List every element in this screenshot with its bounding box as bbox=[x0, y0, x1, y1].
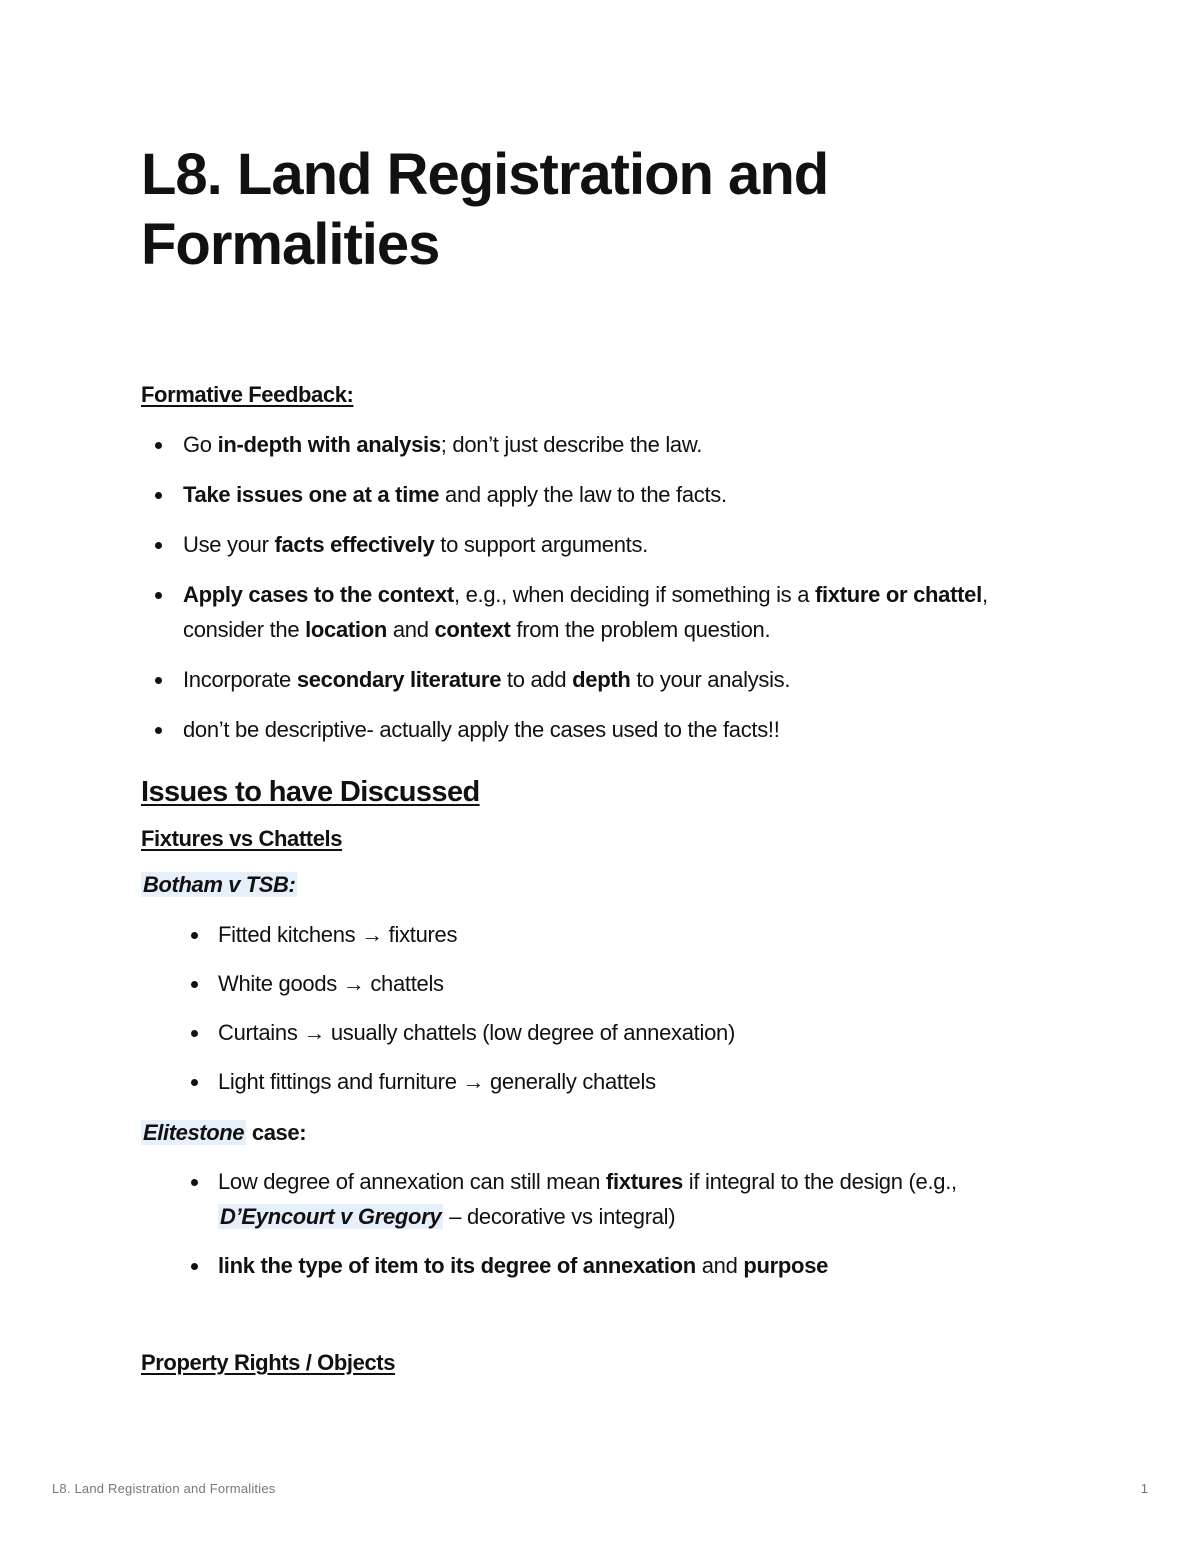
list-item bbox=[141, 427, 1041, 462]
emphasis-text: depth bbox=[572, 667, 631, 692]
botham-case-name: Botham v TSB: bbox=[143, 872, 296, 897]
emphasis-text: location bbox=[305, 617, 388, 642]
list-item bbox=[141, 527, 1041, 562]
list-item bbox=[176, 1164, 1056, 1234]
list-item-text: White goods → chattels bbox=[218, 971, 444, 996]
botham-list bbox=[176, 917, 1056, 1113]
body-text: and bbox=[387, 617, 435, 642]
list-item bbox=[176, 966, 1056, 1001]
body-text: Use your bbox=[183, 532, 275, 557]
botham-case-label bbox=[141, 870, 297, 900]
emphasis-text: Take issues one at a time bbox=[183, 482, 440, 507]
footer-page-number: 1 bbox=[1140, 1481, 1148, 1496]
emphasis-text: facts effectively bbox=[274, 532, 435, 557]
formative-feedback-list bbox=[141, 427, 1041, 762]
list-item bbox=[141, 662, 1041, 697]
list-item bbox=[141, 577, 1041, 647]
page-title: L8. Land Registration and Formalities bbox=[141, 142, 829, 277]
body-text: Low degree of annexation can still mean bbox=[218, 1169, 606, 1194]
case-citation: D’Eyncourt v Gregory bbox=[220, 1204, 442, 1229]
body-text: if integral to the design (e.g., bbox=[683, 1169, 957, 1194]
emphasis-text: context bbox=[434, 617, 511, 642]
body-text: , e.g., when deciding if something is a bbox=[453, 582, 815, 607]
list-item-text: Fitted kitchens → fixtures bbox=[218, 922, 458, 947]
list-item bbox=[176, 1248, 1056, 1283]
body-text: – decorative vs integral) bbox=[443, 1204, 676, 1229]
property-rights-heading: Property Rights / Objects bbox=[141, 1350, 396, 1375]
fixtures-vs-chattels-heading: Fixtures vs Chattels bbox=[141, 826, 343, 851]
body-text: to add bbox=[501, 667, 573, 692]
elitestone-case-name: Elitestone bbox=[143, 1120, 245, 1145]
list-item bbox=[141, 712, 1041, 747]
emphasis-text: link the type of item to its degree of annexation bbox=[218, 1253, 696, 1278]
body-text: , consider the bbox=[183, 582, 988, 642]
emphasis-text: fixture or chattel bbox=[814, 582, 982, 607]
list-item bbox=[141, 477, 1041, 512]
body-text: to support arguments. bbox=[434, 532, 648, 557]
body-text: to your analysis. bbox=[630, 667, 791, 692]
body-text: ; don’t just describe the law. bbox=[440, 432, 703, 457]
elitestone-list bbox=[176, 1164, 1056, 1297]
body-text: and bbox=[695, 1253, 744, 1278]
issues-heading: Issues to have Discussed bbox=[141, 776, 480, 808]
formative-feedback-heading: Formative Feedback: bbox=[141, 382, 354, 407]
list-item-text: Curtains → usually chattels (low degree of annexation) bbox=[218, 1020, 735, 1045]
body-text: and apply the law to the facts. bbox=[439, 482, 727, 507]
emphasis-text: purpose bbox=[743, 1253, 829, 1278]
elitestone-case-label bbox=[141, 1118, 306, 1148]
emphasis-text: fixtures bbox=[605, 1169, 683, 1194]
list-item bbox=[176, 917, 1056, 952]
elitestone-case-suffix: case: bbox=[246, 1120, 307, 1145]
emphasis-text: Apply cases to the context bbox=[183, 582, 454, 607]
list-item-text: Light fittings and furniture → generally chattels bbox=[218, 1069, 656, 1094]
list-item bbox=[176, 1064, 1056, 1099]
body-text: Incorporate bbox=[183, 667, 297, 692]
footer-title: L8. Land Registration and Formalities bbox=[52, 1481, 276, 1496]
body-text: from the problem question. bbox=[510, 617, 771, 642]
body-text: Go bbox=[183, 432, 218, 457]
body-text: don’t be descriptive- actually apply the cases used to the facts!! bbox=[183, 717, 780, 742]
emphasis-text: secondary literature bbox=[296, 667, 502, 692]
emphasis-text: in-depth with analysis bbox=[217, 432, 441, 457]
list-item bbox=[176, 1015, 1056, 1050]
